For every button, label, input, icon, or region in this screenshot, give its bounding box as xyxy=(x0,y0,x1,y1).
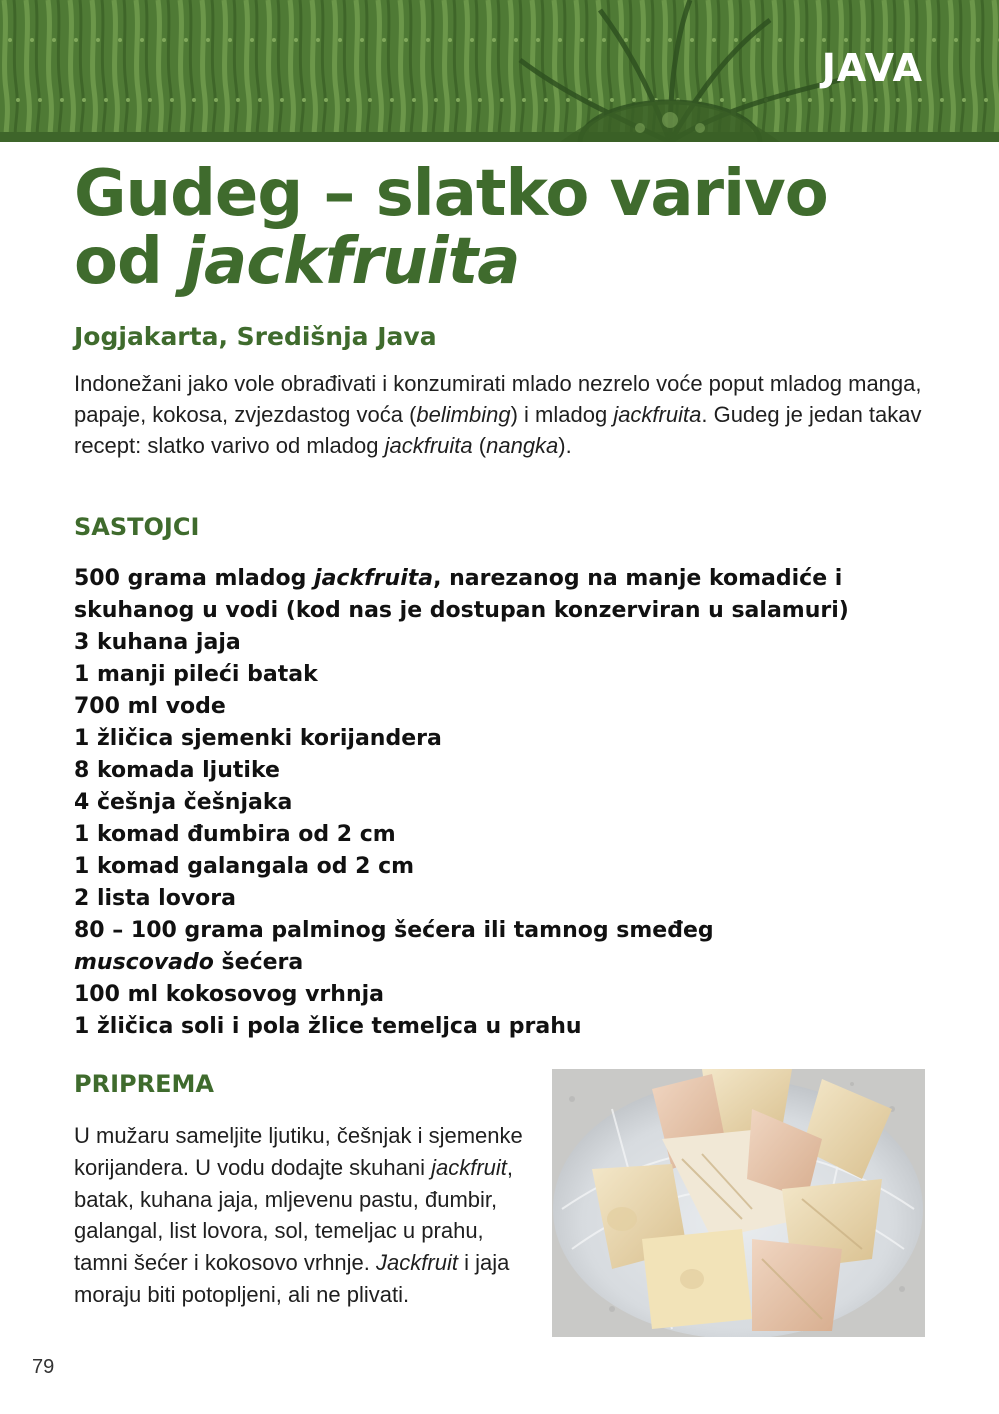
ingredient-segment: 100 ml kokosovog vrhnja xyxy=(74,982,384,1007)
ingredient-segment: 500 grama mladog xyxy=(74,566,315,591)
page-number: 79 xyxy=(32,1356,55,1378)
title-line-1: Gudeg – slatko varivo xyxy=(74,157,828,231)
ingredient-segment: 1 žličica sjemenki korijandera xyxy=(74,726,442,751)
recipe-title xyxy=(74,157,954,299)
ingredient-segment: 8 komada ljutike xyxy=(74,758,280,783)
ingredient-segment: 2 lista lovora xyxy=(74,886,236,911)
ingredient-item xyxy=(74,1011,934,1043)
ingredients-heading: SASTOJCI xyxy=(74,513,200,541)
ingredients-list xyxy=(74,563,934,1043)
ingredient-item xyxy=(74,691,934,723)
ingredient-item xyxy=(74,979,934,1011)
intro-segment: ) i mladog xyxy=(510,402,614,427)
preparation-heading: PRIPREMA xyxy=(74,1070,214,1098)
preparation-segment: U mužaru sameljite ljutiku, češnjak i sjemenke korijandera. U vodu dodajte skuhani xyxy=(74,1123,523,1180)
header-banner xyxy=(0,0,999,142)
intro-segment: Indonežani jako vole obrađivati i konzumirati mlado nezrelo voće poput mladog manga, papaje, kokosa, zvjezdastog voća ( xyxy=(74,371,922,427)
ingredient-item xyxy=(74,915,934,979)
ingredient-segment: 80 – 100 grama palminog šećera ili tamnog smeđeg xyxy=(74,918,714,943)
preparation-segment: jackfruit xyxy=(431,1154,507,1180)
ingredient-segment: 1 komad đumbira od 2 cm xyxy=(74,822,396,847)
jackfruit-photo-icon xyxy=(552,1069,925,1337)
intro-segment: nangka xyxy=(486,433,559,458)
ingredient-segment: 3 kuhana jaja xyxy=(74,630,241,655)
ingredient-item xyxy=(74,659,934,691)
intro-segment: jackfruita xyxy=(613,402,702,427)
ingredient-segment: jackfruita xyxy=(314,566,434,591)
ingredient-segment: 700 ml vode xyxy=(74,694,226,719)
region-label: JAVA xyxy=(821,46,923,90)
ingredient-item xyxy=(74,755,934,787)
preparation-segment: i jaja moraju biti potopljeni, ali ne plivati. xyxy=(74,1250,510,1307)
intro-segment: belimbing xyxy=(416,402,511,427)
ingredient-item xyxy=(74,723,934,755)
intro-segment: ). xyxy=(558,433,572,458)
title-line-2-plain: od xyxy=(74,225,184,299)
ingredient-segment: muscovado xyxy=(74,950,214,975)
ingredient-item xyxy=(74,851,934,883)
ingredient-item xyxy=(74,819,934,851)
recipe-location: Jogjakarta, Središnja Java xyxy=(74,322,437,351)
ingredient-segment: šećera xyxy=(213,950,304,975)
intro-segment: ( xyxy=(472,433,487,458)
ingredient-item xyxy=(74,563,934,627)
intro-paragraph xyxy=(74,368,944,461)
ingredient-segment: , narezanog na manje komadiće i skuhanog u vodi (kod nas je dostupan konzerviran u salamuri) xyxy=(74,566,849,623)
intro-segment: jackfruita xyxy=(384,433,473,458)
preparation-segment: Jackfruit xyxy=(376,1250,458,1276)
preparation-segment: , batak, kuhana jaja, mljevenu pastu, đumbir, galangal, list lovora, sol, temeljac u prahu, tamni šećer i kokosovo vrhnje. xyxy=(74,1154,514,1276)
ingredient-item xyxy=(74,787,934,819)
preparation-paragraph xyxy=(74,1120,534,1311)
jackfruit-photo xyxy=(552,1069,925,1337)
ingredient-segment: 1 komad galangala od 2 cm xyxy=(74,854,415,879)
ingredient-segment: 4 češnja češnjaka xyxy=(74,790,293,815)
intro-segment: . Gudeg je jedan takav recept: slatko varivo od mladog xyxy=(74,402,922,458)
ingredient-item xyxy=(74,627,934,659)
title-line-2-italic: jackfruita xyxy=(183,225,520,299)
ingredient-segment: 1 žličica soli i pola žlice temeljca u prahu xyxy=(74,1014,582,1039)
ingredient-segment: 1 manji pileći batak xyxy=(74,662,318,687)
ingredient-item xyxy=(74,883,934,915)
